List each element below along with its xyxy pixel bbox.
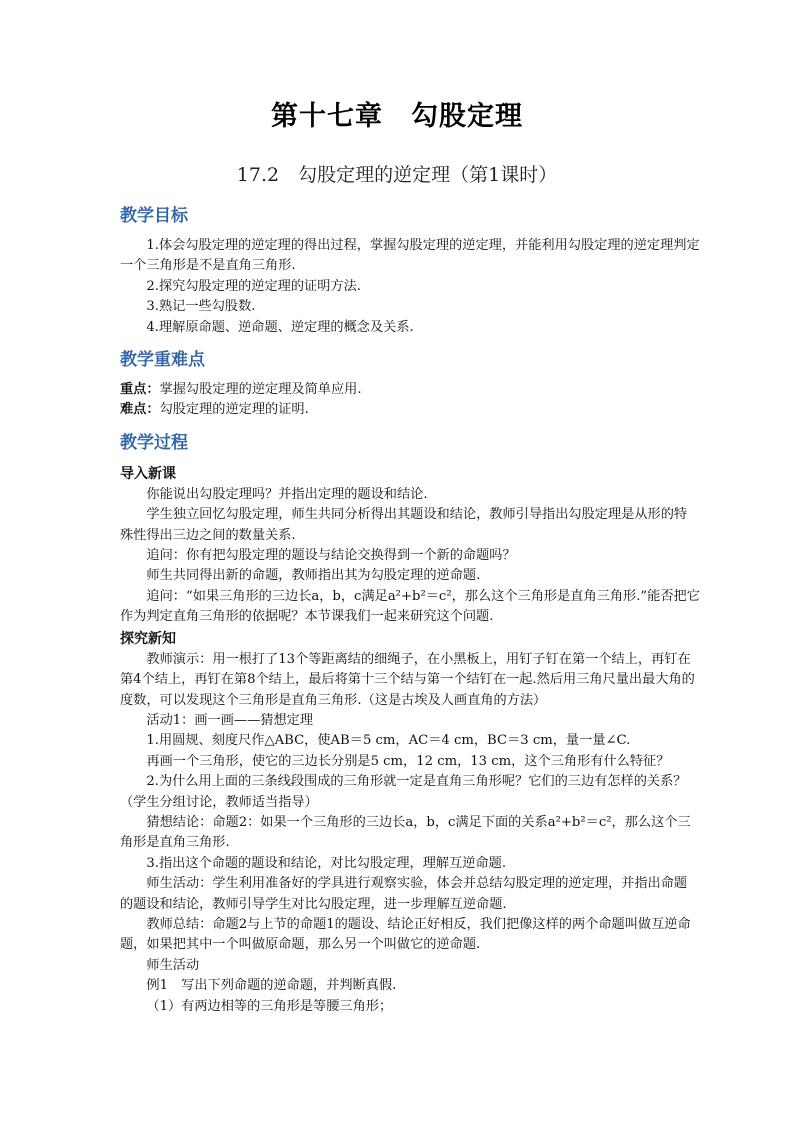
objective-item: 4.理解原命题、逆命题、逆定理的概念及关系. <box>146 319 414 335</box>
intro-paragraph: 追问：“如果三角形的三边长a，b，c满足a²+b²＝c²，那么这个三角形是直角三角形.”能否把它作为判定直角三角形的依据呢？本节课我们一起来研究这个问题. <box>120 588 700 625</box>
objective-item: 2.探究勾股定理的逆定理的证明方法. <box>146 278 361 294</box>
example-title: 例1 写出下列命题的逆命题，并判断真假. <box>146 978 397 994</box>
intro-paragraph: 师生共同得出新的命题，教师指出其为勾股定理的逆命题. <box>146 568 481 584</box>
difficult-point-text: 勾股定理的逆定理的证明. <box>159 402 309 418</box>
content-body <box>120 200 700 1017</box>
key-point <box>120 380 700 400</box>
explore-paragraph: 3.指出这个命题的题设和结论，对比勾股定理，理解互逆命题. <box>146 855 507 871</box>
process-heading: 教学过程 <box>120 432 188 453</box>
explore-paragraph: 1.用圆规、刻度尺作△ABC，使AB＝5 cm，AC＝4 cm，BC＝3 cm，量一量∠C. <box>146 733 631 749</box>
explore-paragraph: 2.为什么用上面的三条线段围成的三角形就一定是直角三角形呢？它们的三边有怎样的关系？（学生分组讨论，教师适当指导） <box>120 774 687 810</box>
explore-paragraph: 师生活动：学生利用准备好的学具进行观察实验，体会并总结勾股定理的逆定理，并指出命题的题设和结论，教师引导学生对比勾股定理，进一步理解互逆命题. <box>120 876 688 912</box>
intro-paragraph: 追问：你有把勾股定理的题设与结论交换得到一个新的命题吗？ <box>146 548 516 564</box>
explore-heading: 探究新知 <box>120 630 176 647</box>
objective-item: 3.熟记一些勾股数. <box>146 299 256 315</box>
intro-paragraph: 学生独立回忆勾股定理，师生共同分析得出其题设和结论，教师引导指出勾股定理是从形的特殊性得出三边之间的数量关系. <box>120 507 688 543</box>
difficult-point-label: 难点： <box>120 402 160 418</box>
objective-item: 1.体会勾股定理的逆定理的得出过程，掌握勾股定理的逆定理，并能利用勾股定理的逆定理判定一个三角形是不是直角三角形. <box>120 238 700 274</box>
intro-paragraph: 你能说出勾股定理吗？并指出定理的题设和结论. <box>146 486 428 502</box>
lesson-title: 17.2 勾股定理的逆定理（第1课时） <box>236 164 558 186</box>
key-points-heading: 教学重难点 <box>120 350 205 371</box>
explore-paragraph: 师生活动 <box>146 957 200 973</box>
explore-paragraph: 再画一个三角形，使它的三边长分别是5 cm，12 cm，13 cm，这个三角形有什么特征？ <box>146 753 670 769</box>
explore-paragraph: 猜想结论：命题2：如果一个三角形的三边长a，b，c满足下面的关系a²+b²＝c²，那么这个三角形是直角三角形. <box>120 814 691 851</box>
objectives-heading: 教学目标 <box>120 206 188 226</box>
explore-paragraph: 教师演示：用一根打了13个等距离结的细绳子，在小黑板上，用钉子钉在第一个结上，再钉在第4个结上，再钉在第8个结上，最后将第十三个结与第一个结钉在一起.然后用三角尺量出最大角的度数，可以发现这个三角形是直角三角形.（这是古埃及人画直角的方法） <box>120 651 695 708</box>
explore-paragraph: 活动1：画一画——猜想定理 <box>146 712 314 728</box>
chapter-title: 第十七章 勾股定理 <box>271 101 523 132</box>
example-item: （1）有两边相等的三角形是等腰三角形； <box>146 998 393 1014</box>
explore-paragraph: 教师总结：命题2与上节的命题1的题设、结论正好相反，我们把像这样的两个命题叫做互逆命题，如果把其中一个叫做原命题，那么另一个叫做它的逆命题. <box>120 916 691 953</box>
key-point-text: 掌握勾股定理的逆定理及简单应用. <box>159 382 362 398</box>
intro-heading: 导入新课 <box>120 465 176 482</box>
key-point-label: 重点： <box>120 382 160 398</box>
difficult-point <box>120 400 700 420</box>
